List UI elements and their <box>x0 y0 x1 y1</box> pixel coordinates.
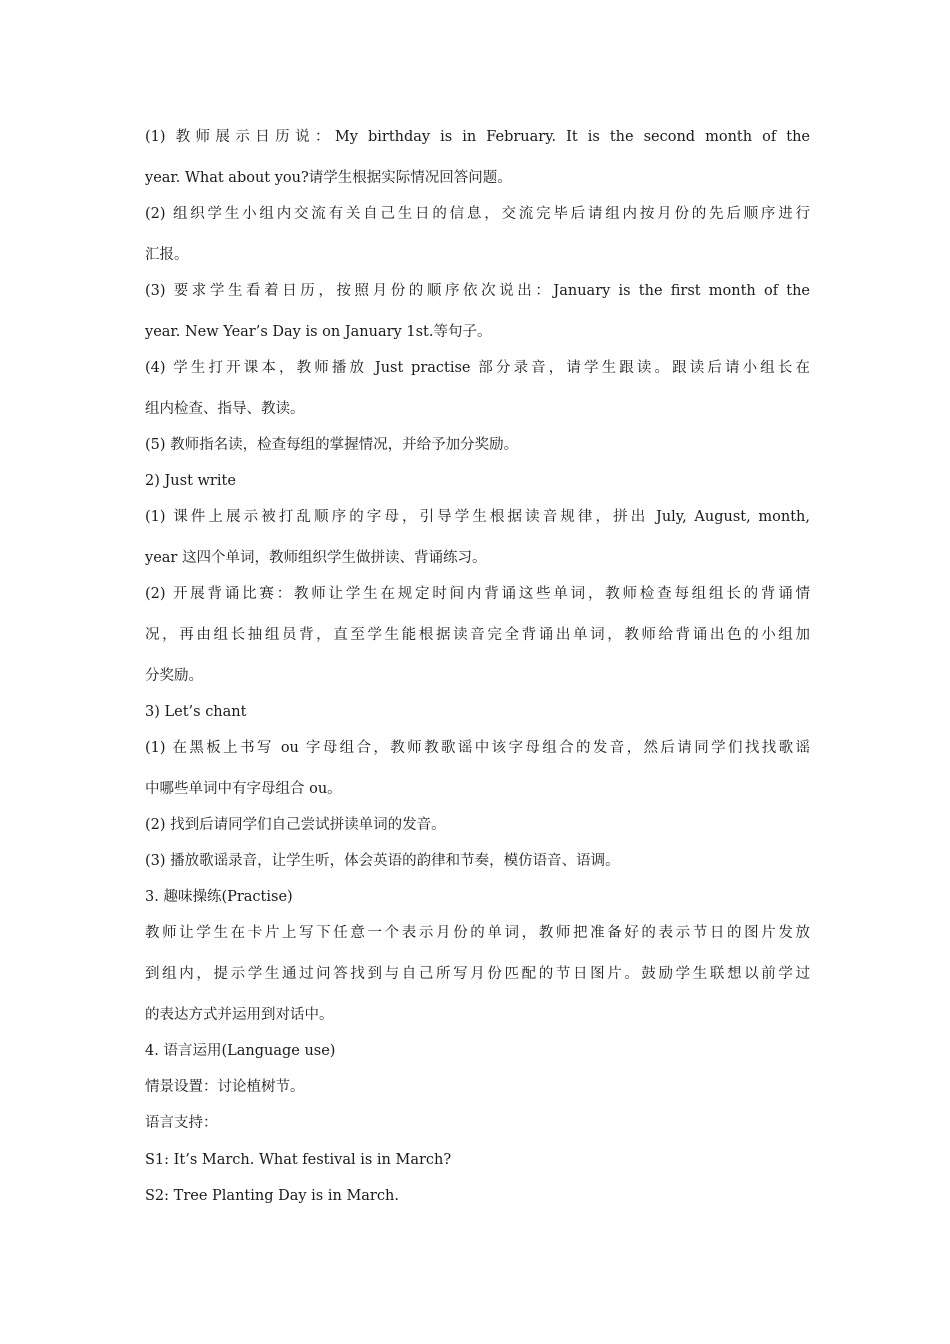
text-line: 2) Just write <box>145 473 236 489</box>
text-line: (1) 教师展示日历说：My birthday is in February. It is the second month of the <box>145 129 810 145</box>
text-line: (1) 课件上展示被打乱顺序的字母，引导学生根据读音规律，拼出 July, August, month, <box>145 509 810 525</box>
text-line: 中哪些单词中有字母组合 ou。 <box>145 781 342 797</box>
text-line: (3) 播放歌谣录音，让学生听，体会英语的韵律和节奏，模仿语音、语调。 <box>145 853 620 869</box>
text-line: 组内检查、指导、教读。 <box>145 401 305 417</box>
text-line: 况，再由组长抽组员背，直至学生能根据读音完全背诵出单词，教师给背诵出色的小组加 <box>145 627 810 643</box>
text-line: 的表达方式并运用到对话中。 <box>145 1007 334 1023</box>
text-line: 教师让学生在卡片上写下任意一个表示月份的单词，教师把准备好的表示节日的图片发放 <box>145 925 810 941</box>
text-line: (2) 组织学生小组内交流有关自己生日的信息，交流完毕后请组内按月份的先后顺序进行 <box>145 206 810 222</box>
text-line: 4. 语言运用(Language use) <box>145 1043 336 1059</box>
text-line: (3) 要求学生看着日历，按照月份的顺序依次说出：January is the first month of the <box>145 283 810 299</box>
text-line: 3) Let’s chant <box>145 704 247 720</box>
text-line: year 这四个单词，教师组织学生做拼读、背诵练习。 <box>145 550 487 566</box>
text-line: S2: Tree Planting Day is in March. <box>145 1188 399 1204</box>
text-line: 分奖励。 <box>145 668 203 684</box>
text-line: 情景设置：讨论植树节。 <box>145 1079 305 1095</box>
text-line: (4) 学生打开课本，教师播放 Just practise 部分录音，请学生跟读。跟读后请小组长在 <box>145 360 810 376</box>
text-line: year. New Year’s Day is on January 1st.等句子。 <box>145 324 492 340</box>
text-line: (1) 在黑板上书写 ou 字母组合，教师教歌谣中该字母组合的发音，然后请同学们找找歌谣 <box>145 740 810 756</box>
text-line: (2) 找到后请同学们自己尝试拼读单词的发音。 <box>145 817 446 833</box>
text-line: 3. 趣味操练(Practise) <box>145 889 293 905</box>
text-line: 汇报。 <box>145 247 189 263</box>
text-line: S1: It’s March. What festival is in March? <box>145 1152 452 1168</box>
text-line: 语言支持： <box>145 1115 218 1131</box>
text-line: (5) 教师指名读，检查每组的掌握情况，并给予加分奖励。 <box>145 437 519 453</box>
text-line: (2) 开展背诵比赛：教师让学生在规定时间内背诵这些单词，教师检查每组组长的背诵情 <box>145 586 810 602</box>
text-line: 到组内，提示学生通过问答找到与自己所写月份匹配的节日图片。鼓励学生联想以前学过 <box>145 966 810 982</box>
text-line: year. What about you?请学生根据实际情况回答问题。 <box>145 170 512 186</box>
